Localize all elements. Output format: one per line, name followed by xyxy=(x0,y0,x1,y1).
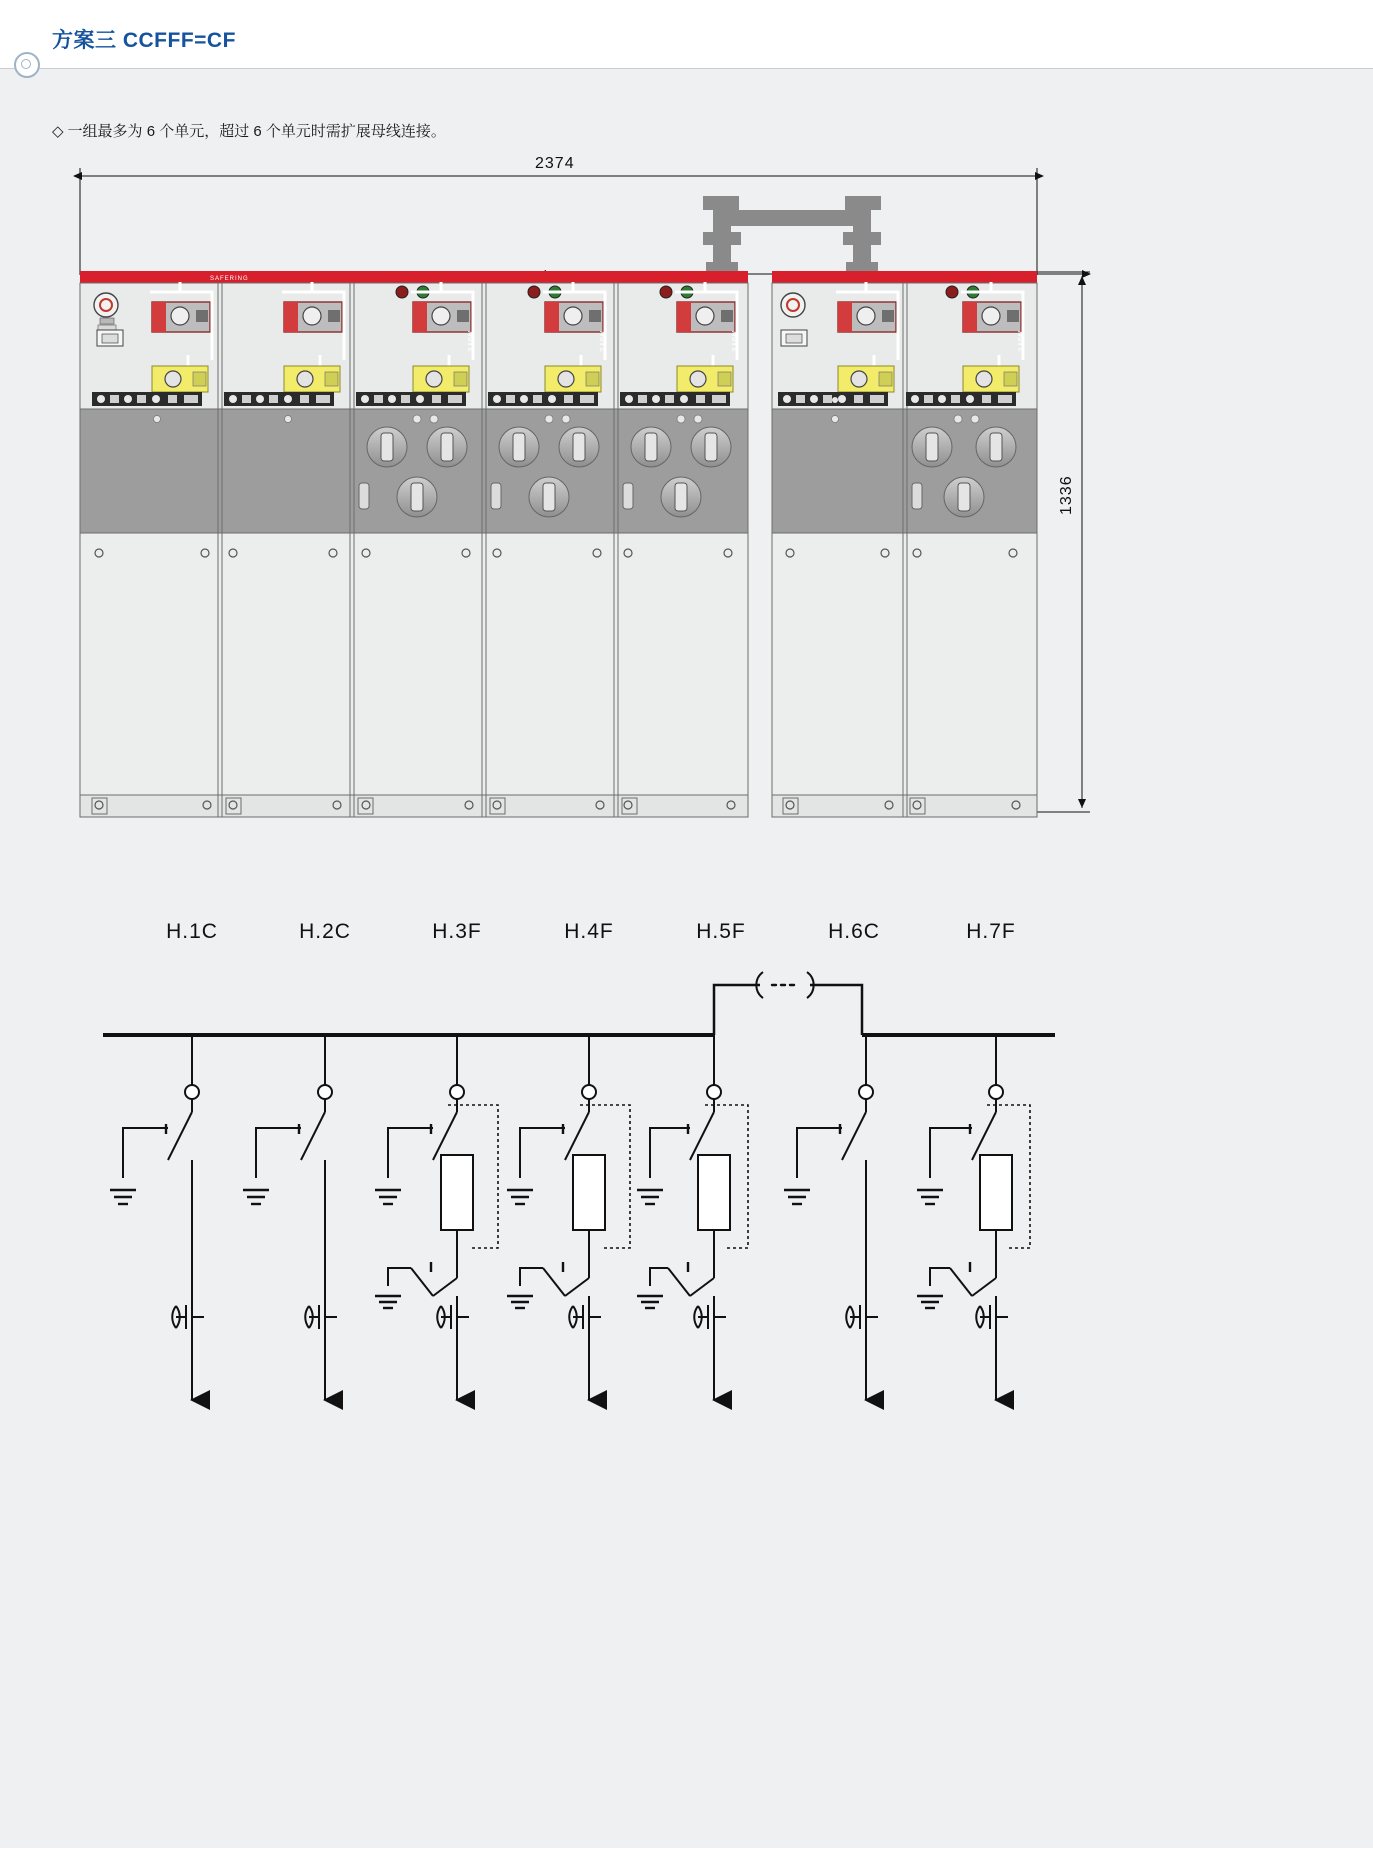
switchgear-left-group xyxy=(80,271,748,817)
bay-schematic xyxy=(110,1035,204,1400)
bay-label-2: H.2C xyxy=(299,920,351,943)
brand-label: SAFERING xyxy=(210,276,249,282)
bay-schematic xyxy=(637,1035,748,1400)
dimension-width-label: 2374 xyxy=(535,155,575,172)
dimension-height-label: 1336 xyxy=(1058,475,1075,515)
page-title: 方案三 CCFFF=CF xyxy=(52,29,236,52)
bay-label-3: H.3F xyxy=(432,920,482,943)
bay-schematic xyxy=(243,1035,337,1400)
bay-schematic xyxy=(375,1035,498,1400)
single-line-schematic xyxy=(103,972,1055,1035)
panel-side-label: 3 MW xyxy=(467,331,476,352)
bay-label-6: H.6C xyxy=(828,920,880,943)
bay-schematic xyxy=(784,1035,878,1400)
bay-schematic xyxy=(507,1035,630,1400)
bay-label-7: H.7F xyxy=(966,920,1016,943)
switchgear-right-group xyxy=(772,271,1037,817)
note-body: 一组最多为 6 个单元，超过 6 个单元时需扩展母线连接。 xyxy=(67,123,446,140)
panel-side-label: 3 MW xyxy=(731,331,740,352)
busbar-coupling-assembly xyxy=(703,196,881,278)
panel-side-label: 3 MW xyxy=(1017,331,1026,352)
bay-label-row xyxy=(0,920,1373,954)
bay-label-1: H.1C xyxy=(166,920,218,943)
bay-label-4: H.4F xyxy=(564,920,614,943)
panel-side-label: 3 MW xyxy=(599,331,608,352)
bay-label-5: H.5F xyxy=(696,920,746,943)
diamond-icon: ◇ xyxy=(52,123,64,140)
bay-schematic xyxy=(917,1035,1030,1400)
